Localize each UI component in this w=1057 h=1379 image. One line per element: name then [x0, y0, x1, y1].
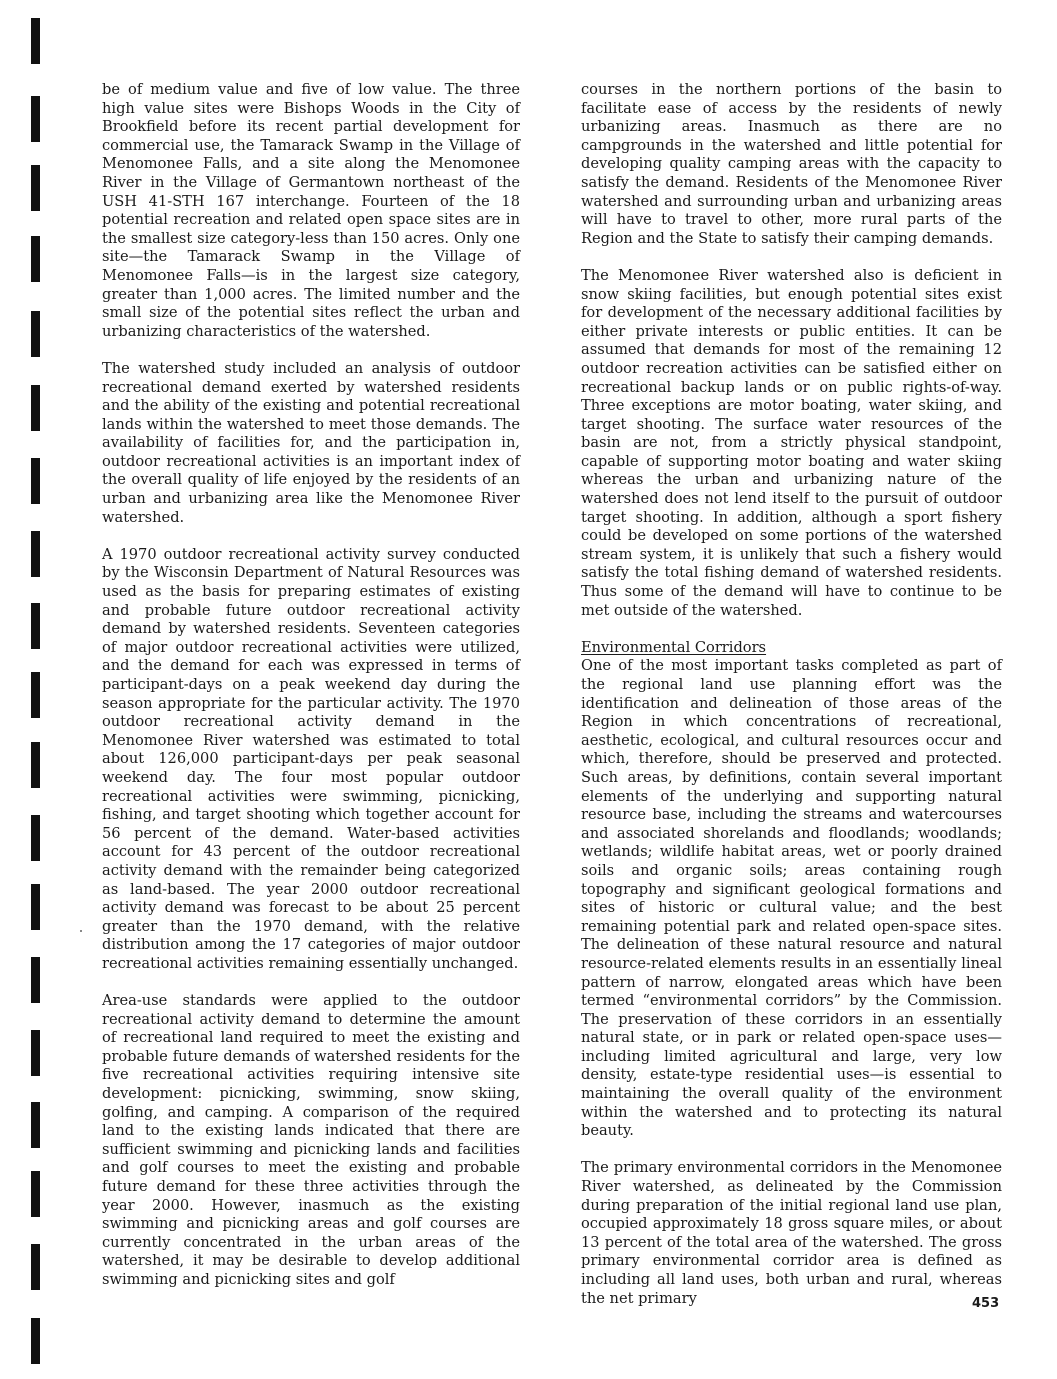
binding-mark	[31, 236, 40, 282]
binding-mark	[31, 742, 40, 788]
paragraph: be of medium value and five of low value. The three high value sites were Bishops Woods in the City of Brookfield before its recent partial development for commercial use, the Tamarack Swamp in the Village of Menomonee Falls, and a site along the Menomonee River in the Village of Germantown northeast of the USH 41-STH 167 interchange. Fourteen of the 18 potential recreation and related open space sites are in the smallest size category-less than 150 acres. Only one site—the Tamarack Swamp in the Village of Menomonee Falls—is in the largest size category, greater than 1,000 acres. The limited number and the small size of the potential sites reflect the urban and urbanizing characteristics of the watershed.	[102, 81, 520, 340]
page-number: 453	[972, 1296, 1000, 1311]
section-heading-environmental-corridors: Environmental Corridors	[581, 638, 767, 656]
scan-speck	[80, 930, 82, 932]
paragraph: courses in the northern portions of the basin to facilitate ease of access by the residents of newly urbanizing areas. Inasmuch as there are no campgrounds in the watershed and little potential for developing quality camping areas with the capacity to satisfy the demand. Residents of the Menomonee River watershed and surrounding urban and urbanizing areas will have to travel to other, more rural parts of the Region and the State to satisfy their camping demands.	[581, 81, 1002, 247]
binding-mark	[31, 531, 40, 577]
paragraph: The watershed study included an analysis of outdoor recreational demand exerted by watershed residents and the ability of the existing and potential recreational lands within the watershed to meet those demands. The availability of facilities for, and the participation in, outdoor recreational activities is an important index of the overall quality of life enjoyed by the residents of an urban and urbanizing area like the Menomonee River watershed.	[102, 359, 520, 526]
binding-mark	[31, 957, 40, 1003]
binding-mark	[31, 1030, 40, 1076]
binding-mark	[31, 311, 40, 357]
binding-mark	[31, 18, 40, 64]
paragraph: Area-use standards were applied to the outdoor recreational activity demand to determine the amount of recreational land required to meet the existing and probable future demands of watershed residents for the five recreational activities requiring intensive site development: picnicking, swimming, snow skiing, golfing, and camping. A comparison of the required land to the existing lands indicated that there are sufficient swimming and picnicking lands and facilities and golf courses to meet the existing and probable future demand for these three activities through the year 2000. However, inasmuch as the existing swimming and picnicking areas and golf courses are currently concentrated in the urban areas of the watershed, it may be desirable to develop additional swimming and picnicking sites and golf	[102, 992, 520, 1288]
paragraph: The primary environmental corridors in the Menomonee River watershed, as delineated by the Commission during preparation of the initial regional land use plan, occupied approximately 18 gross square miles, or about 13 percent of the total area of the watershed. The gross primary environmental corridor area is defined as including all land uses, both urban and rural, whereas the net primary	[581, 1159, 1002, 1307]
binding-mark	[31, 1318, 40, 1364]
binding-mark	[31, 884, 40, 930]
binding-mark	[31, 96, 40, 142]
binding-mark	[31, 385, 40, 431]
right-column	[581, 81, 1002, 1327]
paragraph: One of the most important tasks completed as part of the regional land use planning effort was the identification and delineation of those areas of the Region in which concentrations of recreational, aesthetic, ecological, and cultural resources occur and which, therefore, should be preserved and protected. Such areas, by definitions, contain several important elements of the underlying and supporting natural resource base, including the streams and watercourses and associated shorelands and floodlands; woodlands; wetlands; wildlife habitat areas, wet or poorly drained soils and organic soils; areas containing rough topography and significant geological formations and sites of historic or cultural value; and the best remaining potential park and related open-space sites. The delineation of these natural resource and natural resource-related elements results in an essentially lineal pattern of narrow, elongated areas which have been termed “environmental corridors” by the Commission. The preservation of these corridors in an essentially natural state, or in park or related open-space uses—including limited agricultural and large, very low density, estate-type residential uses—is essential to maintaining the overall quality of the environment within the watershed and to protecting its natural beauty.	[581, 657, 1002, 1140]
binding-mark	[31, 1171, 40, 1217]
binding-mark	[31, 165, 40, 211]
binding-mark	[31, 1102, 40, 1148]
binding-mark	[31, 815, 40, 861]
paragraph: A 1970 outdoor recreational activity survey conducted by the Wisconsin Department of Natural Resources was used as the basis for preparing estimates of existing and probable future outdoor recreational activity demand by watershed residents. Seventeen categories of major outdoor recreational activities were utilized, and the demand for each was expressed in terms of participant-days on a peak weekend day during the season appropriate for the particular activity. The 1970 outdoor recreational activity demand in the Menomonee River watershed was estimated to total about 126,000 participant-days per peak seasonal weekend day. The four most popular outdoor recreational activities were swimming, picnicking, fishing, and target shooting which together account for 56 percent of the demand. Water-based activities account for 43 percent of the outdoor recreational activity demand with the remainder being categorized as land-based. The year 2000 outdoor recreational activity demand was forecast to be about 25 percent greater than the 1970 demand, with the relative distribution among the 17 categories of major outdoor recreational activities remaining essentially unchanged.	[102, 545, 520, 972]
left-column	[102, 81, 520, 1308]
paragraph: The Menomonee River watershed also is deficient in snow skiing facilities, but enough potential sites exist for development of the necessary additional facilities by either private interests or public entities. It can be assumed that demands for most of the remaining 12 outdoor recreation activities can be satisfied either on recreational backup lands or on public rights-of-way. Three exceptions are motor boating, water skiing, and target shooting. The surface water resources of the basin are not, from a strictly physical standpoint, capable of supporting motor boating and water skiing whereas the urban and urbanizing nature of the watershed does not lend itself to the pursuit of outdoor target shooting. In addition, although a sport fishery could be developed on some portions of the watershed stream system, it is unlikely that such a fishery would satisfy the total fishing demand of watershed residents. Thus some of the demand will have to continue to be met outside of the watershed.	[581, 266, 1002, 619]
binding-mark	[31, 1244, 40, 1290]
binding-mark	[31, 603, 40, 649]
binding-mark	[31, 458, 40, 504]
binding-mark	[31, 672, 40, 718]
